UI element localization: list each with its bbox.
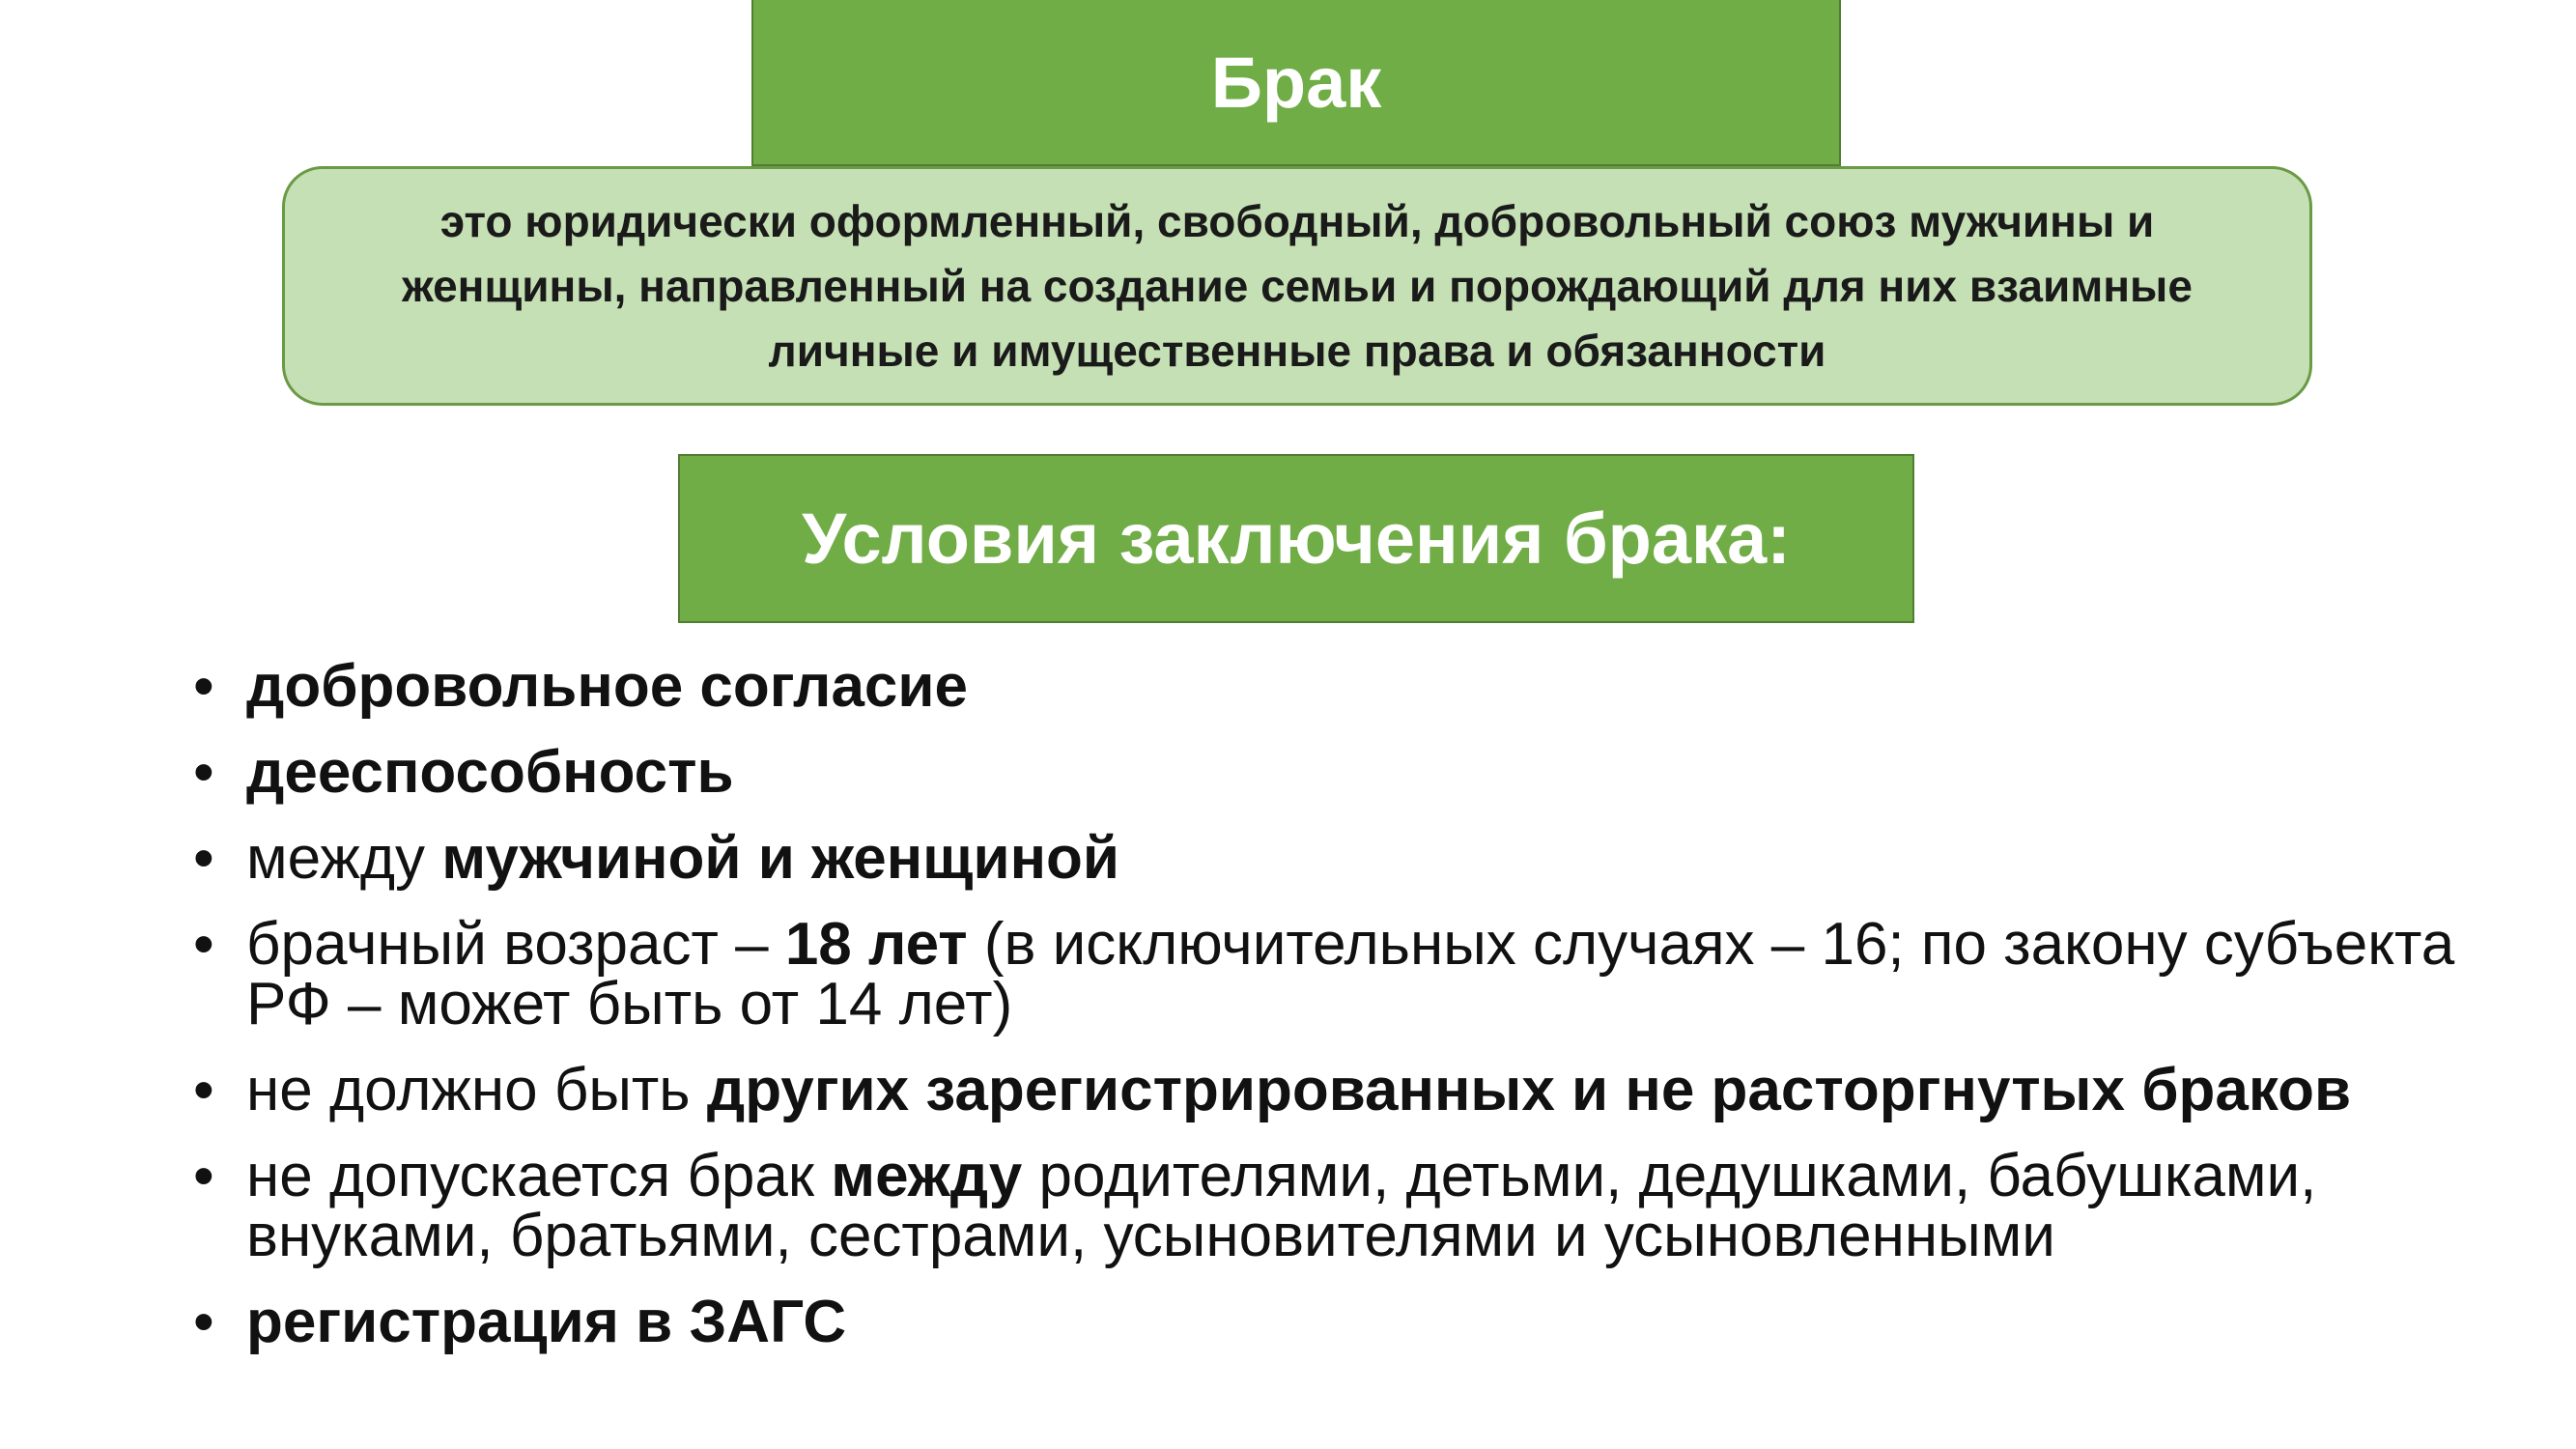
bullet-icon: • [193, 1289, 214, 1355]
main-title: Брак [1210, 42, 1382, 123]
conditions-list [193, 653, 2511, 1378]
condition-bold: регистрация в ЗАГС [246, 1289, 847, 1355]
condition-text: брачный возраст – [246, 911, 785, 978]
list-item [193, 1143, 2511, 1269]
condition-bold: между [831, 1143, 1023, 1209]
list-item [193, 1057, 2511, 1123]
condition-text: не должно быть [246, 1057, 707, 1123]
definition-text: это юридически оформленный, свободный, добровольный союз мужчины и женщины, направленный на создание семьи и порождающий для них взаимные личные и имущественные права и обязанности [402, 195, 2193, 376]
list-item [193, 653, 2511, 720]
bullet-icon: • [193, 739, 214, 806]
condition-text: между [246, 825, 442, 892]
bullet-icon: • [193, 911, 214, 978]
conditions-title: Условия заключения брака: [802, 498, 1791, 579]
condition-bold: 18 лет [784, 911, 968, 978]
condition-bold: мужчиной и женщиной [441, 825, 1120, 892]
list-item [193, 825, 2511, 892]
conditions-title-box [678, 454, 1914, 623]
bullet-icon: • [193, 653, 214, 720]
definition-box [282, 166, 2312, 406]
main-title-box [751, 0, 1841, 166]
condition-text: не допускается брак [246, 1143, 832, 1209]
list-item [193, 911, 2511, 1037]
bullet-icon: • [193, 1057, 214, 1123]
condition-bold: дееспособность [246, 739, 734, 806]
condition-bold: других зарегистрированных и не расторгнутых браков [706, 1057, 2352, 1123]
condition-text-tail: родителями, детьми, дедушками, бабушками, внуками, братьями, сестрами, усыновителями и усыновленными [246, 1143, 2317, 1269]
condition-bold: добровольное согласие [246, 653, 968, 720]
list-item [193, 1289, 2511, 1355]
bullet-icon: • [193, 825, 214, 892]
condition-text-tail: (в исключительных случаях – 16; по закону субъекта РФ – может быть от 14 лет) [246, 911, 2455, 1037]
list-item [193, 739, 2511, 806]
bullet-icon: • [193, 1143, 214, 1209]
